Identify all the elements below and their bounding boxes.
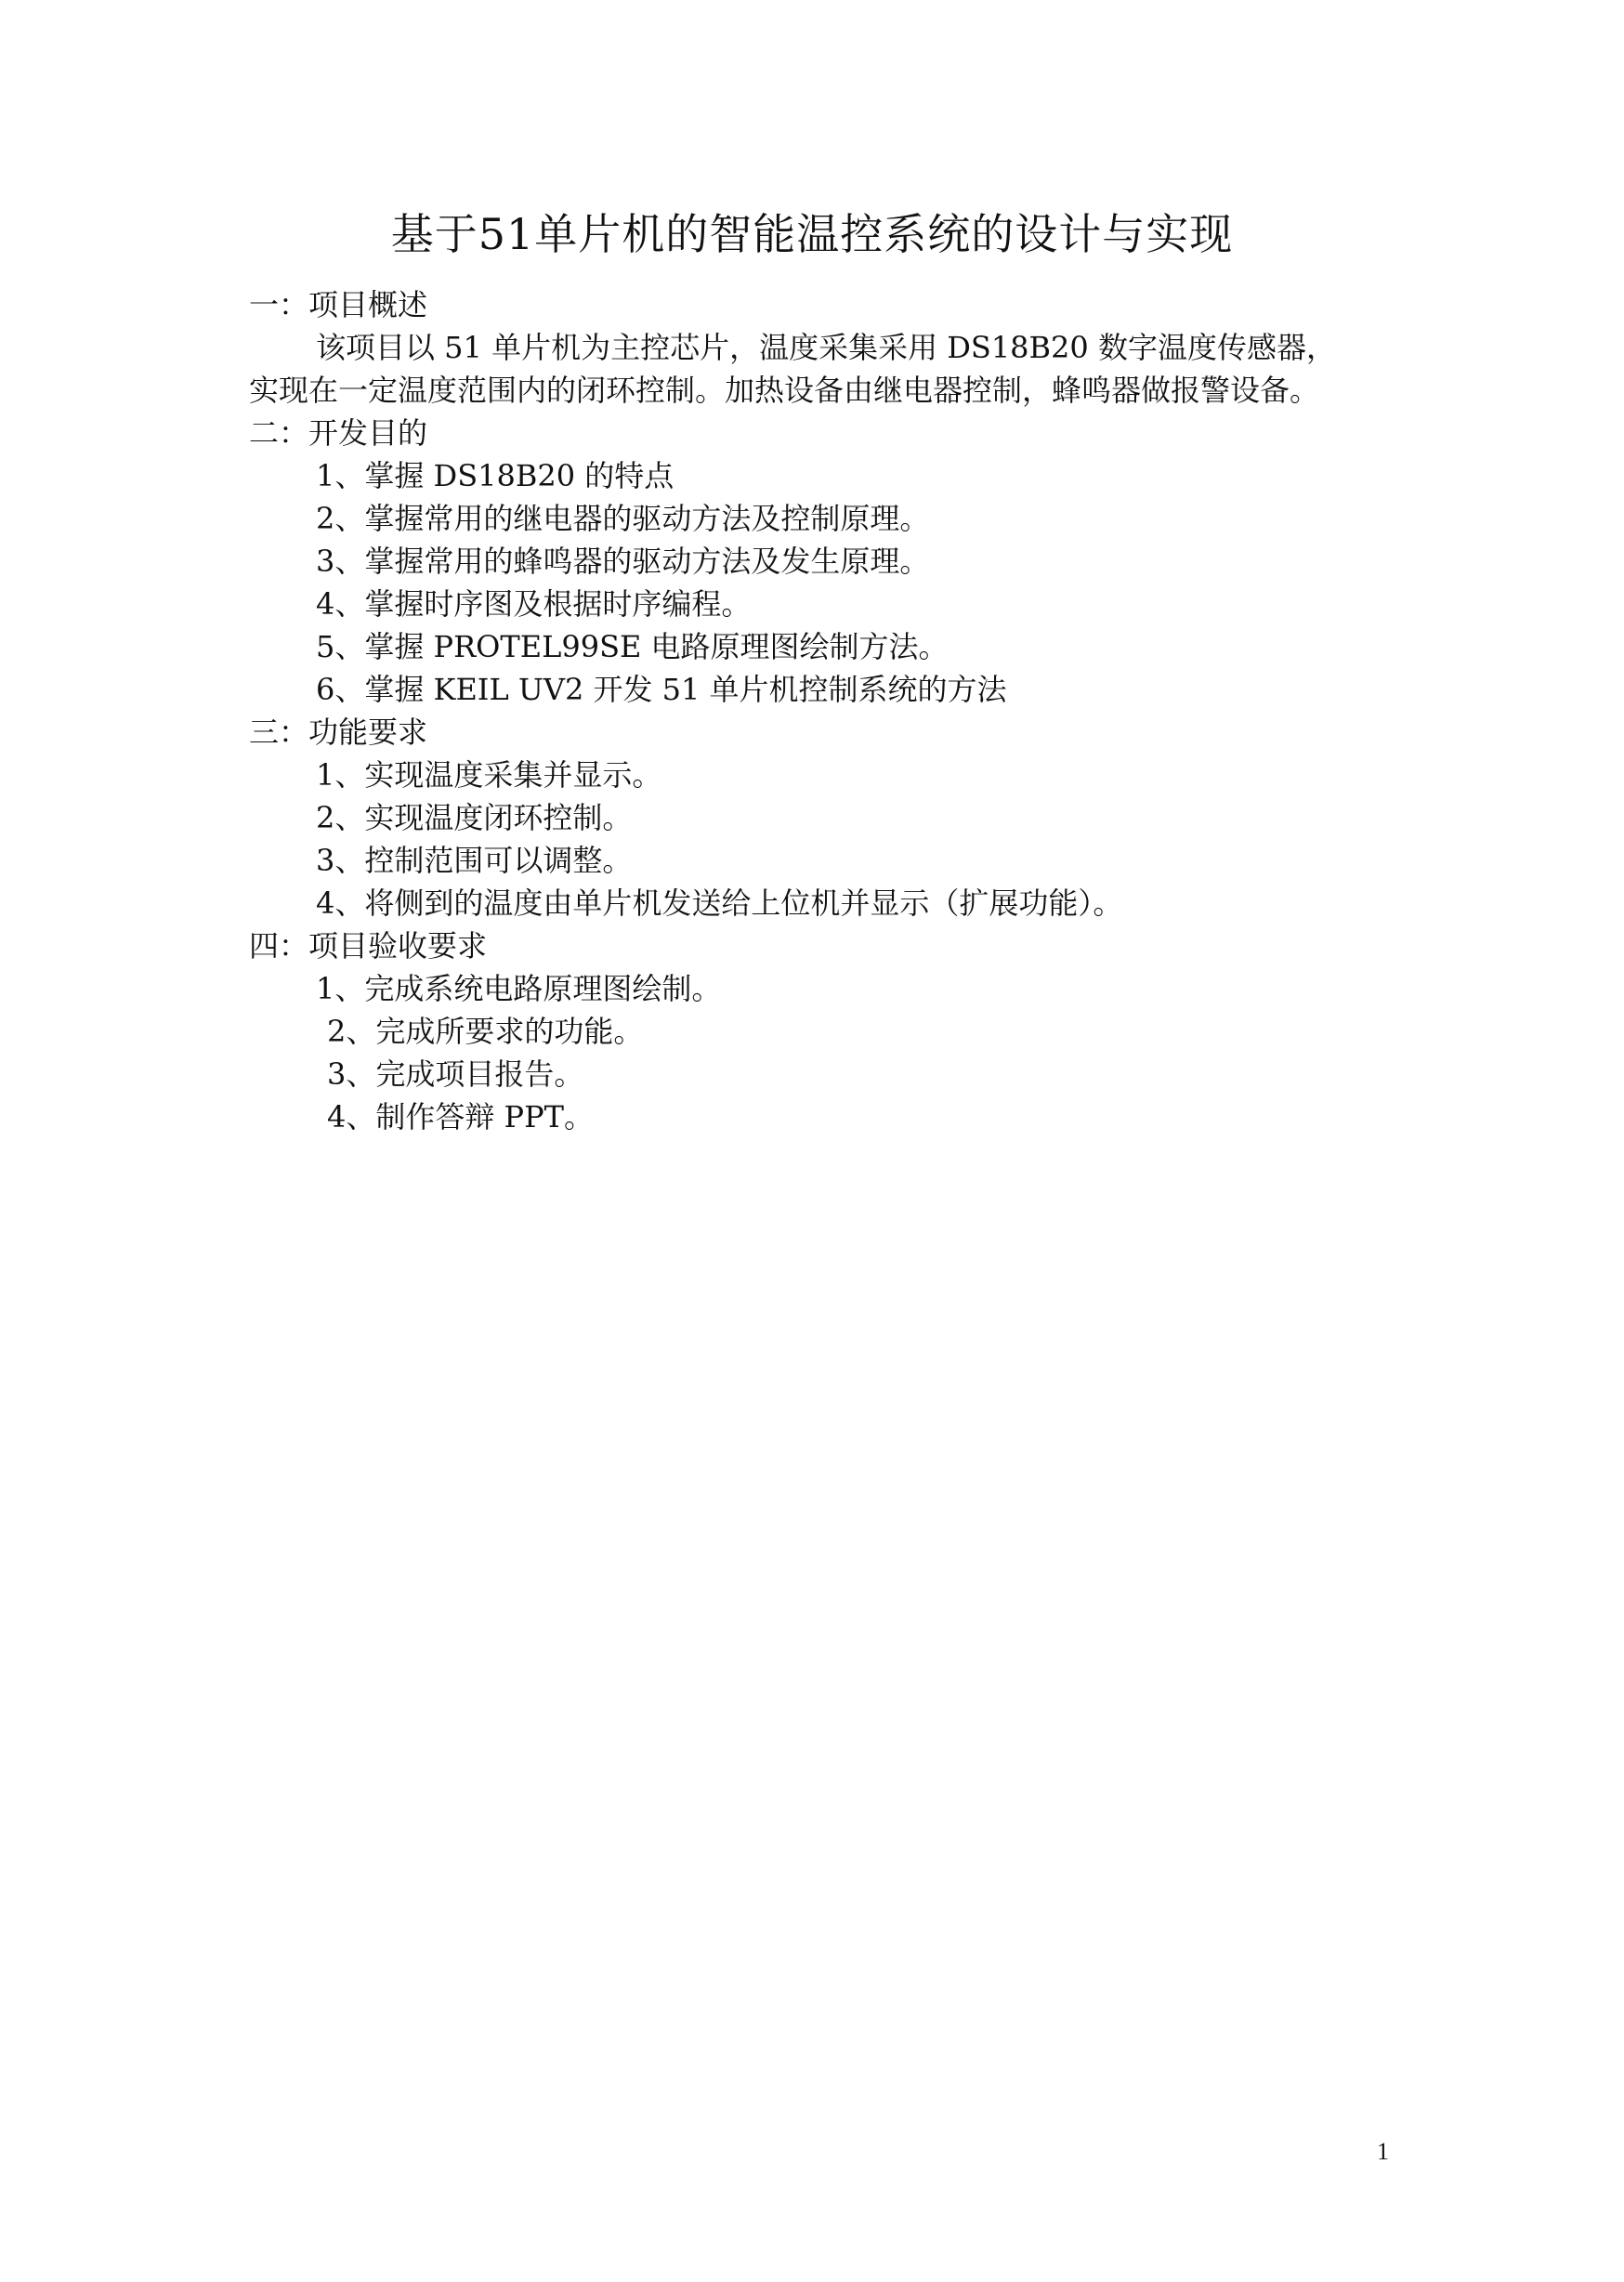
objective-item: 2、掌握常用的继电器的驱动方法及控制原理。 (316, 501, 930, 536)
page-number: 1 (1377, 2138, 1389, 2165)
requirement-item: 2、实现温度闭环控制。 (316, 800, 633, 835)
requirement-item: 4、将侧到的温度由单片机发送给上位机并显示（扩展功能）。 (316, 885, 1123, 921)
requirement-item: 3、控制范围可以调整。 (316, 843, 633, 878)
section-heading-acceptance: 四：项目验收要求 (249, 928, 488, 964)
overview-paragraph-line-1: 该项目以 51 单片机为主控芯片，温度采集采用 DS18B20 数字温度传感器， (316, 330, 1336, 365)
acceptance-item: 2、完成所要求的功能。 (327, 1014, 644, 1049)
document-body (249, 283, 1392, 1138)
acceptance-item: 1、完成系统电路原理图绘制。 (316, 971, 722, 1006)
objective-item: 3、掌握常用的蜂鸣器的驱动方法及发生原理。 (316, 544, 930, 579)
acceptance-item: 4、制作答辩 PPT。 (327, 1099, 594, 1134)
objective-item: 5、掌握 PROTEL99SE 电路原理图绘制方法。 (316, 629, 949, 664)
objective-item: 6、掌握 KEIL UV2 开发 51 单片机控制系统的方法 (316, 672, 1007, 707)
section-heading-objectives: 二：开发目的 (249, 415, 428, 451)
objective-item: 4、掌握时序图及根据时序编程。 (316, 586, 752, 622)
document-title: 基于51单片机的智能温控系统的设计与实现 (390, 209, 1234, 259)
acceptance-item: 3、完成项目报告。 (327, 1056, 584, 1092)
section-heading-requirements: 三：功能要求 (249, 715, 428, 750)
objective-item: 1、掌握 DS18B20 的特点 (316, 458, 674, 493)
requirement-item: 1、实现温度采集并显示。 (316, 757, 662, 793)
overview-paragraph-line-2: 实现在一定温度范围内的闭环控制。加热设备由继电器控制，蜂鸣器做报警设备。 (249, 373, 1320, 408)
section-heading-overview: 一：项目概述 (249, 287, 428, 322)
